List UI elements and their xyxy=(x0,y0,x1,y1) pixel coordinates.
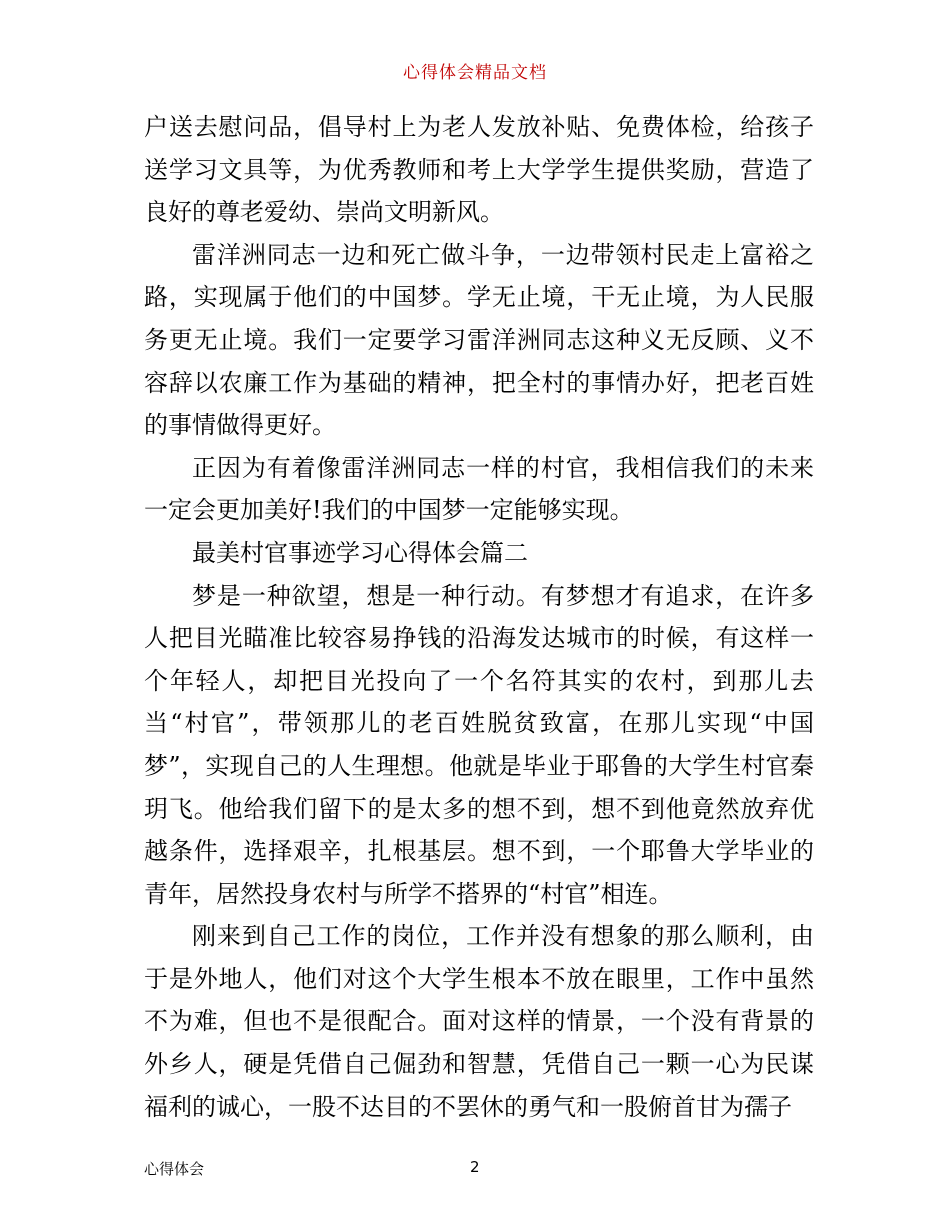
paragraph: 正因为有着像雷洋洲同志一样的村官，我相信我们的未来一定会更加美好!我们的中国梦一定能够实现。 xyxy=(144,453,814,525)
paragraph: 雷洋洲同志一边和死亡做斗争，一边带领村民走上富裕之路，实现属于他们的中国梦。学无止境，干无止境，为人民服务更无止境。我们一定要学习雷洋洲同志这种义无反顾、义不容辞以农廉工作为基础的精神，把全村的事情办好，把老百姓的事情做得更好。 xyxy=(144,240,814,440)
body-text xyxy=(144,106,814,1128)
paragraph-continued: 户送去慰问品，倡导村上为老人发放补贴、免费体检，给孩子送学习文具等，为优秀教师和考上大学学生提供奖励，营造了良好的尊老爱幼、崇尚文明新风。 xyxy=(144,113,814,227)
paragraph: 梦是一种欲望，想是一种行动。有梦想才有追求，在许多人把目光瞄准比较容易挣钱的沿海发达城市的时候，有这样一个年轻人，却把目光投向了一个名符其实的农村，到那儿去当“村官”，带领那儿的老百姓脱贫致富，在那儿实现“中国梦”，实现自己的人生理想。他就是毕业于耶鲁的大学生村官秦玥飞。他给我们留下的是太多的想不到，想不到他竟然放弃优越条件，选择艰辛，扎根基层。想不到，一个耶鲁大学毕业的青年，居然投身农村与所学不搭界的“村官”相连。 xyxy=(144,581,814,908)
section-heading: 最美村官事迹学习心得体会篇二 xyxy=(192,538,528,567)
footer-label: 心得体会 xyxy=(144,1160,205,1178)
page-number: 2 xyxy=(470,1158,480,1176)
paragraph: 刚来到自己工作的岗位，工作并没有想象的那么顺利，由于是外地人，他们对这个大学生根本不放在眼里，工作中虽然不为难，但也不是很配合。面对这样的情景，一个没有背景的外乡人，硬是凭借自己倔劲和智慧，凭借自己一颗一心为民谋福利的诚心，一股不达目的不罢休的勇气和一股俯首甘为孺子 xyxy=(144,922,814,1121)
header-title: 心得体会精品文档 xyxy=(403,63,547,83)
